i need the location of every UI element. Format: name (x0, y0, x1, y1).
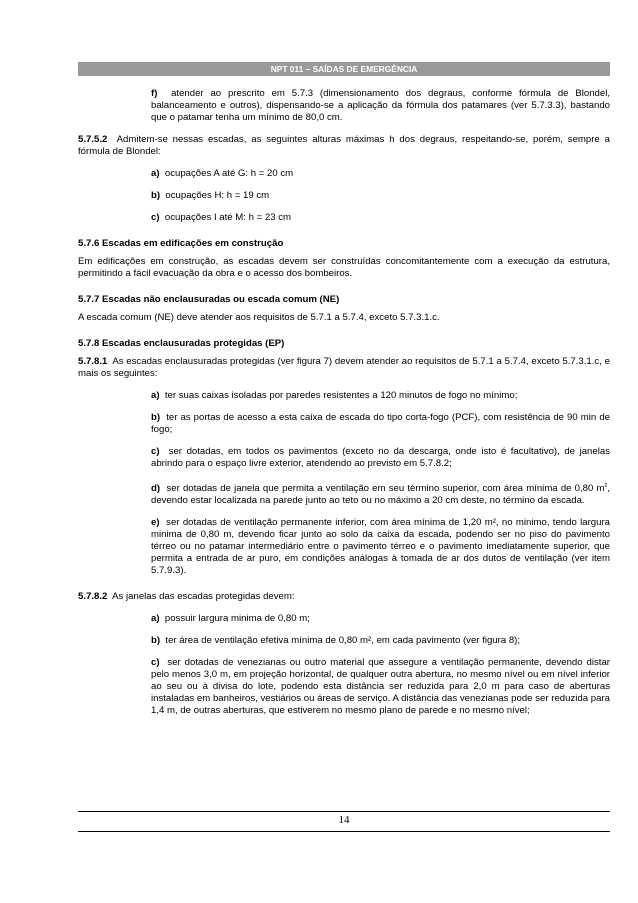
item-label: a) (151, 390, 160, 401)
section-5782 (78, 591, 610, 603)
item-f (151, 88, 610, 124)
item-label: d) (151, 483, 161, 495)
section-number: 5.7.8.1 (78, 356, 108, 367)
section-5781 (78, 356, 610, 380)
item-text: ser dotadas, em todos os pavimentos (exceto no da descarga, onde isto é facultativo), de janelas abrindo para o espaço livre exterior, atendendo ao previsto em 5.7.8.2; (151, 446, 610, 469)
item-5781-d (151, 480, 610, 507)
item-text: ser dotadas de venezianas ou outro material que assegure a ventilação permanente, devendo distar pelo menos 3,0 m, em projeção horizontal, de qualquer outra abertura, no mesmo nível ou em nível inferior ao seu ou à divisa do lote, podendo esta distância ser reduzida para 2,0 m para caso de aberturas instaladas em banheiros, vestiários ou áreas de serviço. A distância das venezianas pode ser reduzida para 1,4 m, de outras aberturas, que estiverem no mesmo plano de parede e no mesmo nível; (151, 657, 610, 717)
item-5782-c (151, 657, 610, 717)
item-text: ocupações H: h = 19 cm (165, 190, 270, 201)
item-label: c) (151, 212, 160, 223)
item-5782-b (151, 635, 610, 647)
item-text-cont: , devendo estar localizada na parede junto ao teto ou no máximo a 20 cm deste, no término da escada. (151, 483, 610, 507)
paragraph-576: Em edificações em construção, as escadas devem ser construídas concomitantemente com a execução da estrutura, permitindo a fácil evacuação da obra e o acesso dos bombeiros. (78, 256, 610, 279)
document-title: NPT 011 – SAÍDAS DE EMERGÊNCIA (270, 64, 418, 74)
superscript: 2 (604, 483, 608, 489)
item-label: b) (151, 190, 161, 201)
item-5752-b (151, 190, 610, 202)
section-number: 5.7.8.2 (78, 591, 108, 603)
item-label: e) (151, 517, 160, 529)
item-text: ser dotadas de ventilação permanente inferior, com área mínima de 1,20 m², no minimo, tendo largura minima de 0,80 m, devendo ficar junto ao solo da caixa da escada, podendo ser no piso do pavimento térreo ou no patamar intermediário entre o pavimento térreo e o pavimento imediatamente superior, que permita a entrada de ar puro, em condições análogas à tomada de ar dos dutos de ventilação (ver item 5.7.9.3). (151, 517, 610, 577)
item-text: possuir largura minima de 0,80 m; (164, 613, 310, 625)
page-number: 14 (338, 814, 350, 826)
item-text: ser dotadas de janela que permita a ventilação em seu término superior, com área mínima de 0,80 m (166, 483, 605, 495)
item-label: a) (151, 613, 160, 625)
item-5782-a (151, 613, 610, 625)
item-label: f) (151, 88, 158, 99)
item-5781-c (151, 446, 610, 470)
section-text: As escadas enclausuradas protegidas (ver figura 7) devem atender ao requisitos de 5.7.1 a 5.7.4, exceto 5.7.3.1.c, e mais os seguintes: (78, 356, 610, 379)
item-text: ocupações A até G: h = 20 cm (164, 168, 294, 179)
item-5781-e (151, 517, 610, 577)
section-5752 (78, 134, 610, 158)
item-label: c) (151, 446, 160, 457)
item-text: atender ao prescrito em 5.7.3 (dimensionamento dos degraus, conforme fórmula de Blondel, balanceamento e outros), dispensando-se a aplicação da fórmula dos patamares (ver 5.7.3.3), bastando que o patamar tenha um mínimo de 80,0 cm. (151, 88, 610, 123)
item-text: ocupações I até M: h = 23 cm (164, 212, 291, 223)
header-bar (78, 62, 610, 76)
item-5781-b (151, 412, 610, 436)
item-label: b) (151, 635, 161, 647)
item-5752-a (151, 168, 610, 180)
item-text: ter as portas de acesso a esta caixa de escada do tipo corta-fogo (PCF), com resistência de 90 min de fogo; (151, 412, 610, 435)
footer-top-rule (78, 811, 610, 812)
heading-578: 5.7.8 Escadas enclausuradas protegidas (EP) (78, 338, 285, 349)
section-number: 5.7.5.2 (78, 134, 108, 145)
paragraph-577: A escada comum (NE) deve atender aos requisitos de 5.7.1 a 5.7.4, exceto 5.7.3.1.c. (78, 312, 440, 323)
section-text: As janelas das escadas protegidas devem: (112, 591, 295, 603)
heading-577: 5.7.7 Escadas não enclausuradas ou escada comum (NE) (78, 294, 340, 305)
section-text: Admitem-se nessas escadas, as seguintes alturas máximas h dos degraus, respeitando-se, porém, sempre a fórmula de Blondel: (78, 134, 610, 157)
item-label: c) (151, 657, 160, 669)
item-text: ter área de ventilação efetiva mínima de 0,80 m², em cada pavimento (ver figura 8); (165, 635, 521, 647)
item-label: a) (151, 168, 160, 179)
item-5781-a (151, 390, 610, 402)
heading-576: 5.7.6 Escadas em edificações em construção (78, 238, 284, 249)
item-label: b) (151, 412, 161, 423)
item-text: ter suas caixas isoladas por paredes resistentes a 120 minutos de fogo no mínimo; (164, 390, 518, 401)
document-body (78, 88, 610, 717)
footer-bottom-rule (78, 831, 610, 832)
item-5752-c (151, 212, 610, 224)
